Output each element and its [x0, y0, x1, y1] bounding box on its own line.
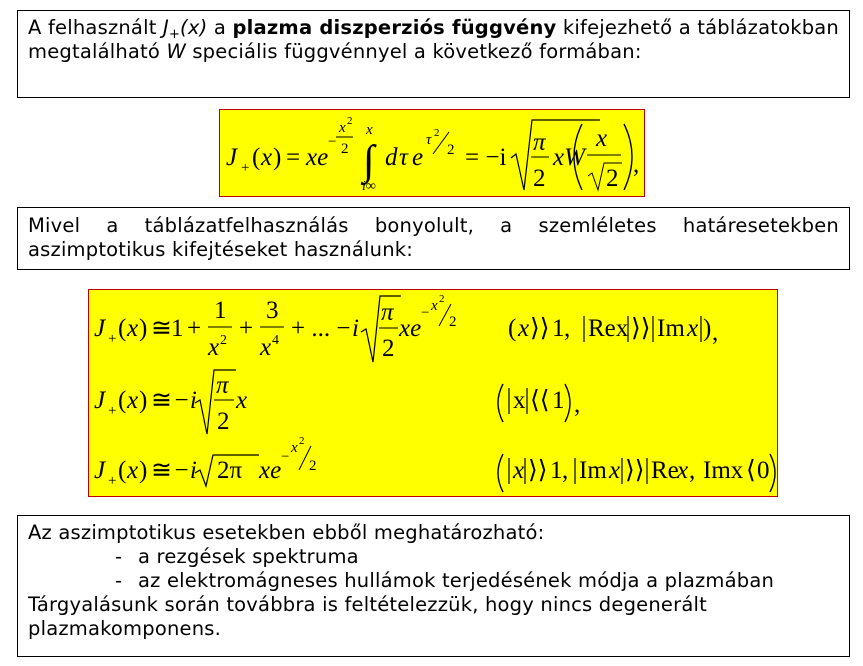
- svg-text:2: 2: [299, 435, 305, 447]
- svg-text:J: J: [94, 457, 106, 484]
- formula-exp2-den: 2: [447, 142, 455, 158]
- svg-text:x: x: [687, 315, 699, 342]
- svg-text:1: 1: [214, 297, 227, 324]
- svg-text:x: x: [677, 457, 689, 484]
- formula-xe: xe: [306, 144, 329, 171]
- svg-text:x: x: [208, 334, 220, 361]
- conclusion-box: [17, 515, 850, 657]
- w-symbol: W: [166, 40, 186, 63]
- formula-exp-den: 2: [341, 141, 349, 157]
- svg-text:x: x: [513, 457, 525, 484]
- svg-text:2: 2: [309, 458, 317, 474]
- formula-exp-x: x: [339, 120, 346, 136]
- svg-text:Im: Im: [657, 315, 685, 342]
- svg-text:+: +: [108, 473, 117, 489]
- svg-text:π: π: [216, 372, 229, 399]
- svg-text:(: (: [508, 315, 517, 342]
- intro-text-3: kifejezhető a táblázatokban megtalálható: [28, 16, 839, 63]
- svg-text:J: J: [94, 387, 106, 414]
- formula-pi: π: [533, 129, 546, 156]
- svg-text:+ ... −: + ... −: [291, 315, 351, 342]
- svg-text:x: x: [431, 298, 438, 314]
- svg-text:x: x: [127, 457, 139, 484]
- svg-text:⟩⟩: ⟩⟩: [625, 457, 645, 484]
- formula-exp2-tau: τ: [426, 132, 432, 148]
- conclusion-bullet-1: - a rezgések spektruma: [115, 545, 359, 568]
- intro-text-box: [17, 10, 850, 98]
- formula-d: d: [385, 144, 398, 171]
- formula-comma: ,: [633, 151, 640, 178]
- formula-x: x: [261, 144, 273, 171]
- svg-text:2: 2: [220, 333, 227, 348]
- svg-text:−i: −i: [173, 387, 197, 414]
- svg-text:x: x: [236, 387, 248, 414]
- svg-text:3: 3: [266, 297, 279, 324]
- svg-text:0: 0: [757, 457, 770, 484]
- svg-text:2: 2: [382, 335, 395, 362]
- formula-minus-i: = −i: [465, 144, 507, 171]
- svg-text:⟩⟩: ⟩⟩: [631, 315, 651, 342]
- formula-1-graphic: [220, 110, 646, 198]
- integral-lower: i∞: [362, 179, 376, 194]
- function-symbol: $J_+(x)$: [163, 16, 208, 42]
- intro-text-2: a: [207, 16, 233, 39]
- svg-text:): ): [139, 457, 148, 484]
- svg-text:⟩⟩: ⟩⟩: [530, 315, 550, 342]
- svg-text:(: (: [118, 387, 127, 414]
- svg-text:≅: ≅: [151, 315, 172, 342]
- svg-text:J: J: [94, 315, 106, 342]
- expansion-row-1: [94, 293, 718, 362]
- formula-pi-den: 2: [533, 165, 546, 192]
- formula-plus-sub: +: [241, 160, 250, 176]
- formula-J: J: [226, 144, 238, 171]
- svg-text:x: x: [127, 387, 139, 414]
- svg-text:i: i: [352, 315, 359, 342]
- svg-text:x: x: [127, 315, 139, 342]
- svg-text:+: +: [187, 315, 202, 342]
- svg-text:1: 1: [171, 315, 184, 342]
- expansion-row-3: [94, 435, 775, 492]
- svg-text:Rex: Rex: [588, 315, 629, 342]
- svg-text:,: ,: [689, 457, 696, 484]
- svg-text:Im: Im: [579, 457, 607, 484]
- formula-exp-minus: −: [328, 134, 337, 150]
- formula-equals: =: [286, 144, 301, 171]
- svg-text:1: 1: [552, 387, 565, 414]
- formula-inner-two: 2: [606, 165, 619, 192]
- svg-text:2π: 2π: [217, 457, 243, 484]
- asymptotic-expansions: [88, 289, 778, 497]
- svg-text:): ): [139, 387, 148, 414]
- svg-text:(: (: [118, 457, 127, 484]
- big-rparen-curve: [624, 124, 632, 190]
- svg-text:(: (: [118, 315, 127, 342]
- integral-sign: ∫: [363, 138, 375, 184]
- svg-text:−i: −i: [173, 457, 197, 484]
- formula-xW: xW: [553, 144, 585, 171]
- svg-text:4: 4: [272, 333, 279, 348]
- svg-text:,: ,: [574, 391, 581, 418]
- svg-text:−: −: [421, 305, 430, 321]
- svg-text:x: x: [513, 387, 526, 414]
- formula-tau: τ: [399, 144, 408, 171]
- svg-text:2: 2: [449, 314, 457, 330]
- svg-text:x: x: [518, 315, 530, 342]
- integral-upper: x: [366, 122, 373, 138]
- svg-text:Re: Re: [651, 457, 679, 484]
- intro-text-4: speciális függvénnyel a következő formában:: [185, 40, 642, 63]
- formula-rparen: ): [273, 144, 282, 171]
- svg-text:⟨⟨: ⟨⟨: [530, 387, 550, 414]
- svg-text:⟩⟩: ⟩⟩: [528, 457, 548, 484]
- svg-text:+: +: [108, 331, 117, 347]
- svg-text:xe: xe: [259, 457, 282, 484]
- svg-text:Imx: Imx: [703, 457, 744, 484]
- formula-inner-x: x: [596, 125, 608, 152]
- plasma-dispersion-formula: [219, 109, 645, 197]
- expansion-row-2: [94, 370, 580, 435]
- svg-text:xe: xe: [399, 315, 422, 342]
- svg-text:⟨: ⟨: [746, 457, 756, 484]
- svg-text:,: ,: [564, 315, 571, 342]
- svg-text:≅: ≅: [151, 457, 172, 484]
- svg-text:1: 1: [550, 457, 563, 484]
- svg-text:−: −: [281, 449, 290, 465]
- formula-exp2-sq: 2: [434, 127, 440, 139]
- formula-2-graphic: [89, 290, 779, 498]
- svg-text:≅: ≅: [151, 387, 172, 414]
- formula-exp-sq: 2: [347, 115, 353, 127]
- svg-text:x: x: [260, 334, 272, 361]
- svg-text:2: 2: [217, 408, 230, 435]
- conclusion-line-2: Tárgyalásunk során továbbra is feltételezzük, hogy nincs degenerált plazmakomponens.: [28, 593, 707, 640]
- svg-text:x: x: [291, 440, 298, 456]
- svg-text:,: ,: [712, 319, 719, 346]
- svg-text:+: +: [239, 315, 254, 342]
- conclusion-line-1: Az aszimptotikus esetekben ebből meghatározható:: [28, 521, 545, 544]
- svg-text:): ): [703, 315, 712, 342]
- bold-term: plazma diszperziós függvény: [232, 16, 557, 39]
- conclusion-bullet-2: - az elektromágneses hullámok terjedésének módja a plazmában: [115, 569, 775, 592]
- middle-text: Mivel a táblázatfelhasználás bonyolult, a szemléletes határesetekben aszimptotikus kifejtéseket használunk:: [28, 214, 839, 261]
- formula-lparen: (: [252, 144, 261, 171]
- svg-text:2: 2: [439, 293, 445, 305]
- svg-text:π: π: [381, 299, 394, 326]
- svg-text:+: +: [108, 403, 117, 419]
- svg-text:,: ,: [562, 457, 569, 484]
- svg-text:1: 1: [552, 315, 565, 342]
- formula-e: e: [412, 144, 424, 171]
- svg-text:x: x: [609, 457, 621, 484]
- svg-text:): ): [139, 315, 148, 342]
- middle-text-box: [17, 207, 850, 270]
- intro-text-1: A felhasznált: [28, 16, 163, 39]
